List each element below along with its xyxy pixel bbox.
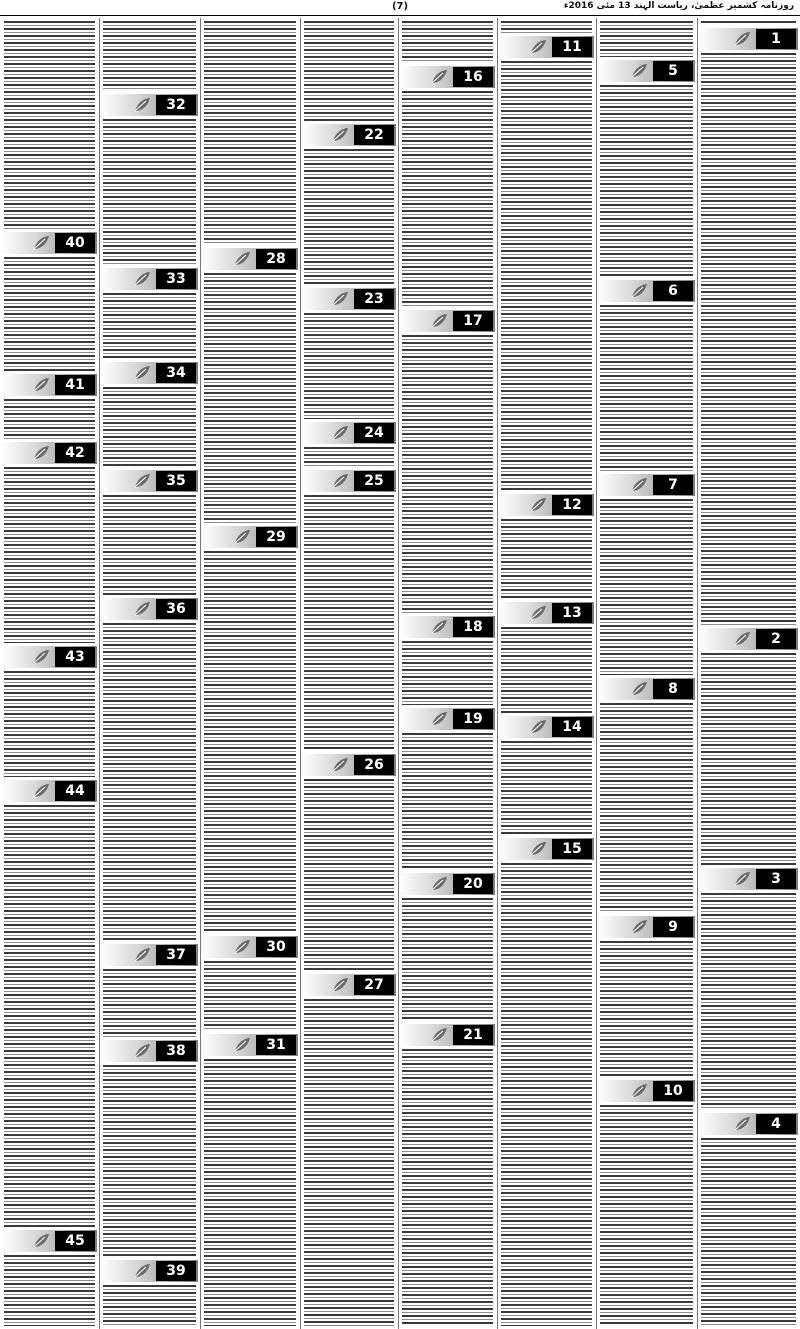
news-item-number: 39 <box>156 1261 196 1281</box>
leaf-icon <box>528 37 548 57</box>
news-item-header <box>699 868 798 890</box>
news-item-number: 36 <box>156 599 196 619</box>
news-item-number: 3 <box>756 869 796 889</box>
leaf-icon <box>330 975 350 995</box>
article-text-block <box>103 21 196 91</box>
leaf-icon <box>330 755 350 775</box>
article-text-block <box>501 519 592 599</box>
dateline: روزنامہ کشمیر عظمیٰ، ریاست الہند 13 مئی 2016ء <box>563 1 794 11</box>
article-text-block <box>4 21 95 229</box>
article-text-block <box>103 969 196 1037</box>
article-text-block <box>701 893 796 1110</box>
leaf-icon <box>330 125 350 145</box>
news-item-header <box>302 422 396 444</box>
news-item-header <box>202 1034 298 1056</box>
article-text-block <box>204 273 296 523</box>
article-text-block <box>103 1285 196 1326</box>
news-item-number: 16 <box>453 67 493 87</box>
news-item-number: 37 <box>156 945 196 965</box>
leaf-icon <box>31 781 51 801</box>
news-column <box>101 18 198 1329</box>
leaf-icon <box>629 917 649 937</box>
leaf-icon <box>629 61 649 81</box>
leaf-icon <box>31 1231 51 1251</box>
leaf-icon <box>232 937 252 957</box>
news-item-number: 15 <box>552 839 592 859</box>
news-item-number: 5 <box>653 61 693 81</box>
news-item-number: 4 <box>756 1114 796 1134</box>
news-item-header <box>202 248 298 270</box>
article-text-block <box>701 21 796 25</box>
news-item-number: 43 <box>55 647 95 667</box>
leaf-icon <box>429 67 449 87</box>
news-item-number: 24 <box>354 423 394 443</box>
news-item-number: 32 <box>156 95 196 115</box>
news-column <box>202 18 298 1329</box>
news-item-number: 26 <box>354 755 394 775</box>
news-item-header <box>302 124 396 146</box>
news-item-header <box>101 470 198 492</box>
news-item-number: 38 <box>156 1041 196 1061</box>
news-item-header <box>101 1260 198 1282</box>
leaf-icon <box>232 1035 252 1055</box>
news-item-header <box>101 362 198 384</box>
news-item-header <box>499 494 594 516</box>
news-item-header <box>699 628 798 650</box>
news-item-header <box>2 646 97 668</box>
news-column <box>400 18 495 1329</box>
leaf-icon <box>732 1114 752 1134</box>
news-item-number: 33 <box>156 269 196 289</box>
leaf-icon <box>528 603 548 623</box>
news-item-header <box>400 873 495 895</box>
news-item-header <box>598 1080 695 1102</box>
news-item-header <box>2 780 97 802</box>
news-item-header <box>499 716 594 738</box>
leaf-icon <box>330 471 350 491</box>
news-item-number: 18 <box>453 617 493 637</box>
article-text-block <box>304 999 394 1326</box>
news-item-number: 10 <box>653 1081 693 1101</box>
article-text-block <box>600 499 693 675</box>
article-text-block <box>501 21 592 33</box>
masthead <box>0 0 800 16</box>
leaf-icon <box>132 363 152 383</box>
news-item-header <box>400 616 495 638</box>
article-text-block <box>4 399 95 439</box>
article-text-block <box>304 495 394 751</box>
news-item-number: 12 <box>552 495 592 515</box>
article-text-block <box>600 305 693 471</box>
article-text-block <box>103 293 196 359</box>
leaf-icon <box>132 471 152 491</box>
news-item-header <box>699 1113 798 1135</box>
news-item-number: 9 <box>653 917 693 937</box>
news-item-header <box>400 66 495 88</box>
news-item-header <box>499 36 594 58</box>
news-item-number: 19 <box>453 709 493 729</box>
leaf-icon <box>528 839 548 859</box>
news-item-number: 17 <box>453 311 493 331</box>
article-text-block <box>701 53 796 625</box>
news-item-header <box>598 60 695 82</box>
news-item-number: 20 <box>453 874 493 894</box>
news-item-number: 44 <box>55 781 95 801</box>
article-text-block <box>204 961 296 1031</box>
article-text-block <box>600 21 693 57</box>
news-item-header <box>101 94 198 116</box>
article-text-block <box>4 805 95 1227</box>
news-item-number: 28 <box>256 249 296 269</box>
article-text-block <box>600 703 693 913</box>
leaf-icon <box>528 717 548 737</box>
news-item-header <box>400 310 495 332</box>
news-item-number: 25 <box>354 471 394 491</box>
news-item-number: 8 <box>653 679 693 699</box>
article-text-block <box>600 941 693 1077</box>
news-column <box>499 18 594 1329</box>
news-item-number: 23 <box>354 289 394 309</box>
article-text-block <box>103 1065 196 1257</box>
news-column <box>699 18 798 1329</box>
article-text-block <box>402 335 493 613</box>
leaf-icon <box>629 1081 649 1101</box>
news-item-number: 34 <box>156 363 196 383</box>
news-item-header <box>699 28 798 50</box>
news-item-number: 31 <box>256 1035 296 1055</box>
news-item-number: 2 <box>756 629 796 649</box>
leaf-icon <box>132 95 152 115</box>
article-text-block <box>304 313 394 419</box>
leaf-icon <box>629 475 649 495</box>
news-item-number: 6 <box>653 281 693 301</box>
article-text-block <box>501 627 592 713</box>
leaf-icon <box>429 617 449 637</box>
article-text-block <box>304 149 394 285</box>
news-item-number: 27 <box>354 975 394 995</box>
article-text-block <box>204 551 296 933</box>
leaf-icon <box>232 249 252 269</box>
leaf-icon <box>429 311 449 331</box>
article-text-block <box>304 21 394 121</box>
article-text-block <box>402 91 493 307</box>
news-item-header <box>101 598 198 620</box>
article-text-block <box>4 257 95 371</box>
article-text-block <box>103 495 196 595</box>
leaf-icon <box>429 874 449 894</box>
news-item-number: 40 <box>55 233 95 253</box>
article-text-block <box>402 21 493 63</box>
news-item-header <box>101 268 198 290</box>
news-column <box>2 18 97 1329</box>
article-text-block <box>501 741 592 835</box>
news-item-header <box>2 232 97 254</box>
news-item-header <box>499 838 594 860</box>
news-item-header <box>302 470 396 492</box>
leaf-icon <box>232 527 252 547</box>
news-item-header <box>598 280 695 302</box>
leaf-icon <box>132 599 152 619</box>
news-item-number: 14 <box>552 717 592 737</box>
leaf-icon <box>31 375 51 395</box>
leaf-icon <box>429 1025 449 1045</box>
page-number: (7) <box>391 1 409 12</box>
news-column <box>302 18 396 1329</box>
news-item-header <box>202 526 298 548</box>
news-item-header <box>101 1040 198 1062</box>
leaf-icon <box>330 423 350 443</box>
article-text-block <box>402 1049 493 1326</box>
article-text-block <box>402 641 493 705</box>
article-text-block <box>103 623 196 941</box>
news-item-header <box>302 288 396 310</box>
news-item-number: 7 <box>653 475 693 495</box>
news-item-header <box>202 936 298 958</box>
leaf-icon <box>132 1041 152 1061</box>
article-text-block <box>4 1255 95 1326</box>
news-item-header <box>598 916 695 938</box>
news-item-number: 13 <box>552 603 592 623</box>
article-text-block <box>701 1138 796 1326</box>
news-item-number: 42 <box>55 443 95 463</box>
news-item-header <box>499 602 594 624</box>
article-text-block <box>600 85 693 277</box>
news-column <box>598 18 695 1329</box>
article-text-block <box>701 653 796 865</box>
news-item-number: 35 <box>156 471 196 491</box>
news-item-header <box>2 1230 97 1252</box>
leaf-icon <box>132 1261 152 1281</box>
leaf-icon <box>732 29 752 49</box>
leaf-icon <box>629 281 649 301</box>
news-item-header <box>598 678 695 700</box>
news-item-number: 11 <box>552 37 592 57</box>
leaf-icon <box>31 647 51 667</box>
news-item-header <box>2 374 97 396</box>
article-text-block <box>501 863 592 1326</box>
article-text-block <box>204 21 296 245</box>
news-item-number: 1 <box>756 29 796 49</box>
article-text-block <box>501 61 592 491</box>
leaf-icon <box>732 629 752 649</box>
article-text-block <box>600 1105 693 1326</box>
article-text-block <box>204 1059 296 1326</box>
news-item-header <box>302 974 396 996</box>
leaf-icon <box>528 495 548 515</box>
news-item-number: 21 <box>453 1025 493 1045</box>
news-item-number: 30 <box>256 937 296 957</box>
article-text-block <box>402 898 493 1021</box>
news-item-number: 45 <box>55 1231 95 1251</box>
leaf-icon <box>732 869 752 889</box>
leaf-icon <box>429 709 449 729</box>
news-item-header <box>101 944 198 966</box>
article-text-block <box>4 467 95 643</box>
news-item-header <box>598 474 695 496</box>
leaf-icon <box>330 289 350 309</box>
article-text-block <box>4 671 95 777</box>
leaf-icon <box>31 233 51 253</box>
news-item-number: 41 <box>55 375 95 395</box>
news-item-header <box>400 1024 495 1046</box>
article-text-block <box>103 119 196 265</box>
leaf-icon <box>31 443 51 463</box>
news-item-number: 29 <box>256 527 296 547</box>
article-text-block <box>402 733 493 870</box>
article-text-block <box>103 387 196 467</box>
article-text-block <box>304 447 394 467</box>
leaf-icon <box>132 269 152 289</box>
news-item-header <box>302 754 396 776</box>
leaf-icon <box>132 945 152 965</box>
news-item-header <box>400 708 495 730</box>
news-item-number: 22 <box>354 125 394 145</box>
news-item-header <box>2 442 97 464</box>
leaf-icon <box>629 679 649 699</box>
article-text-block <box>304 779 394 971</box>
